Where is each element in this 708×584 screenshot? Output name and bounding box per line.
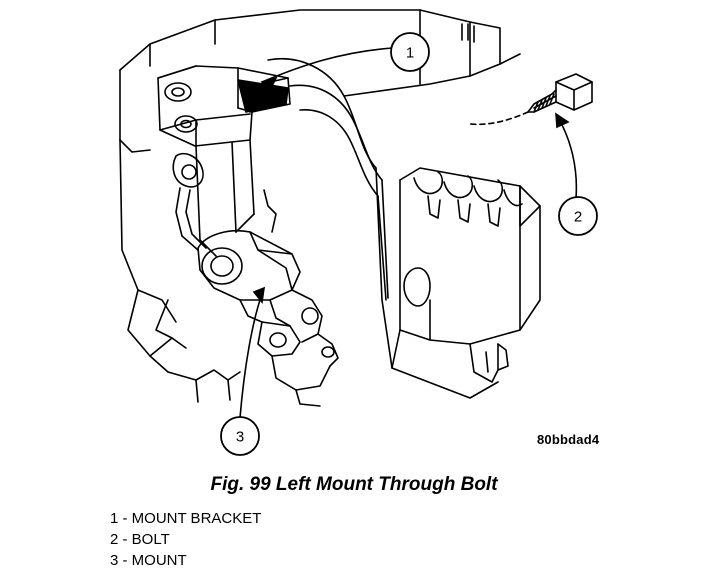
callout-2-label: 2 (573, 208, 583, 226)
callout-1-label: 1 (405, 44, 415, 62)
legend-item-2: 2 - BOLT (110, 531, 170, 548)
callout-3 (221, 417, 259, 455)
legend-item-3: 3 - MOUNT (110, 552, 187, 569)
engine-mount-line-art (120, 10, 592, 406)
legend-item-1: 1 - MOUNT BRACKET (110, 510, 262, 527)
figure-caption: Fig. 99 Left Mount Through Bolt (210, 474, 498, 495)
callout-2 (559, 197, 597, 235)
callout-3-label: 3 (235, 428, 245, 446)
figure-legend (110, 508, 261, 571)
callout-1 (391, 33, 429, 71)
part-code-label: 80bbdad4 (537, 432, 600, 447)
